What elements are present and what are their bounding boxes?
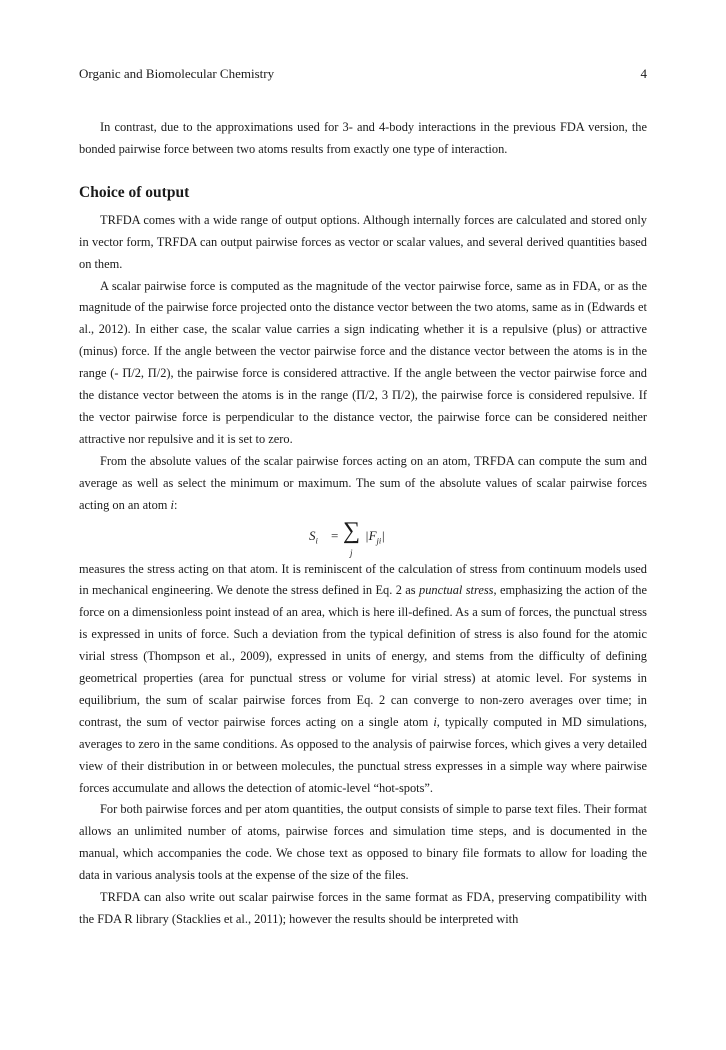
paragraph-intro: In contrast, due to the approximations used for 3- and 4-body interactions in the previous FDA version, the bonded pairwise force between two atoms results from exactly one type of interaction. <box>79 120 647 156</box>
running-header <box>79 64 647 84</box>
paragraph-output-options: TRFDA comes with a wide range of output options. Although internally forces are calculated and stored only in vector form, TRFDA can output pairwise forces as vector or scalar values, and several derived quantities based on them. <box>79 212 647 271</box>
paragraph-file-format: For both pairwise forces and per atom quantities, the output consists of simple to parse text files. Their format allows an unlimited number of atoms, pairwise forces and simulation time steps, and is documented in the manual, which accompanies the code. We chose text as opposed to binary file formats to allow for loading the data in various analysis tools at the expense of the size of the files. <box>79 802 647 883</box>
journal-title: Organic and Biomolecular Chemistry <box>79 66 275 81</box>
body-text <box>79 117 647 931</box>
page-number: 4 <box>640 66 647 81</box>
paragraph-sum: From the absolute values of the scalar pairwise forces acting on an atom, TRFDA can compute the sum and average as well as select the minimum or maximum. The sum of the absolute values of scalar pairwise forces acting on an atom i: <box>79 453 647 512</box>
section-heading: Choice of output <box>79 183 190 201</box>
equation-punctual-stress: $S_i$ = ∑ j $|F_{ji}|$ <box>309 517 385 558</box>
paragraph-scalar-force: A scalar pairwise force is computed as the magnitude of the vector pairwise force, same as in FDA, or as the magnitude of the pairwise force projected onto the distance vector between the two atoms, same as in (Edwards et al., 2012). In either case, the scalar value carries a sign indicating whether it is a repulsive (plus) or attractive (minus) force. If the angle between the vector pairwise force and the distance vector between the atoms is in the range (- Π/2, Π/2), the pairwise force is considered attractive. If the angle between the vector pairwise force and the distance vector between the atoms is in the range (Π/2, 3 Π/2), the pairwise force is considered repulsive. If the vector pairwise force is perpendicular to the distance vector, the pairwise force can be considered neither attractive nor repulsive and it is set to zero. <box>79 278 647 446</box>
paragraph-fda-compat: TRFDA can also write out scalar pairwise forces in the same format as FDA, preserving compatibility with the FDA R library (Stacklies et al., 2011); however the results should be interpreted with <box>79 890 647 926</box>
summation-symbol: ∑ <box>343 517 361 544</box>
paragraph-punctual-stress: measures the stress acting on that atom. It is reminiscent of the calculation of stress from continuum models used in mechanical engineering. We denote the stress defined in Eq. 2 as punctual stress, emphasizing the action of the force on a dimensionless point instead of an area, which is here ill-defined. As a sum of forces, the punctual stress is expressed in units of force. Such a deviation from the typical definition of stress is also found for the atomic virial stress (Thompson et al., 2009), expressed in units of energy, and stems from the difficulty of defining geometrical properties (area for punctual stress or volume for virial stress) at atomic level. For systems in equilibrium, the sum of scalar pairwise forces from Eq. 2 can converge to non-zero averages over time; in contrast, the sum of vector pairwise forces acting on a single atom i, typically computed in MD simulations, averages to zero in the same conditions. As opposed to the analysis of pairwise forces, which gives a very detailed view of their distribution in or between molecules, the punctual stress expresses in a simple way where pairwise forces accumulate and allows the detection of atomic-level “hot-spots”. <box>79 561 647 795</box>
